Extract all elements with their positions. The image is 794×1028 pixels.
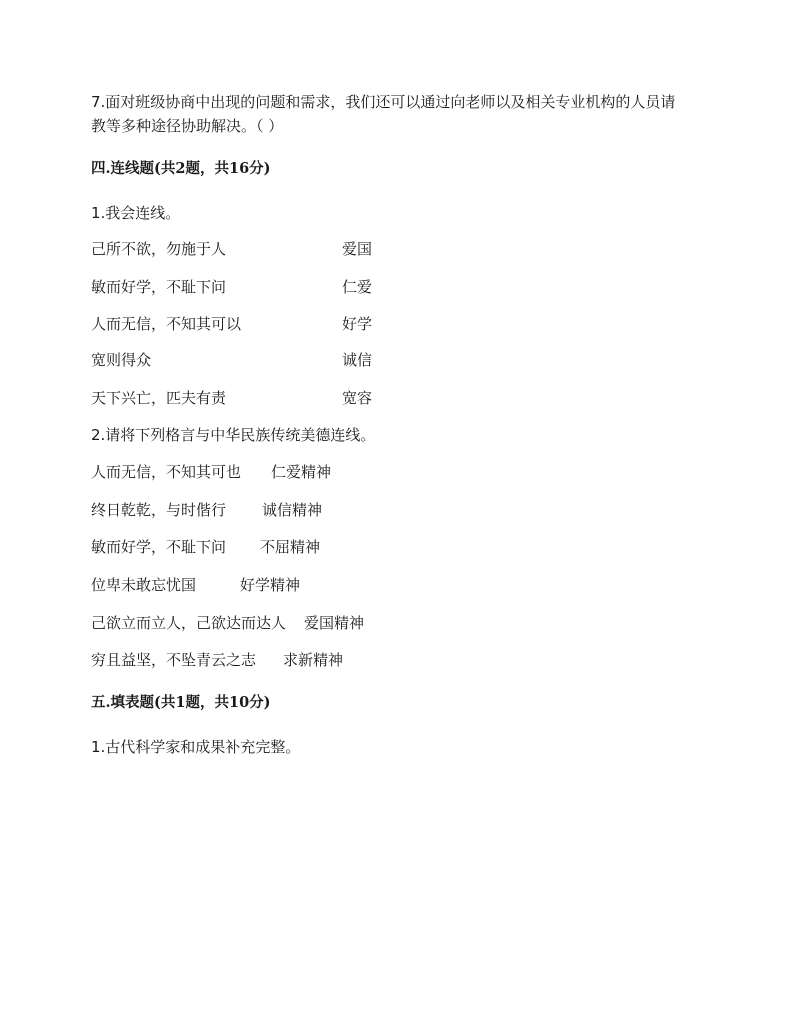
matching-q2-right-5: 爱国精神 [304, 614, 365, 632]
matching-q1-right-2: 仁爱 [342, 278, 373, 296]
matching-q2-left-2: 终日乾乾，与时偕行 [91, 501, 227, 519]
matching-q2-right-4: 好学精神 [240, 576, 301, 594]
matching-q1-left-3: 人而无信，不知其可以 [91, 315, 242, 333]
matching-q1-left-2: 敏而好学，不耻下问 [91, 278, 227, 296]
matching-q2-left-6: 穷且益坚，不坠青云之志 [91, 651, 257, 669]
matching-q2-left-1: 人而无信，不知其可也 [91, 463, 242, 481]
matching-q2-left-4: 位卑未敢忘忧国 [91, 576, 197, 594]
matching-q2-left-3: 敏而好学，不耻下问 [91, 538, 227, 556]
fill-table-q1-title: 1.古代科学家和成果补充完整。 [91, 738, 301, 756]
matching-q2-right-1: 仁爱精神 [271, 463, 332, 481]
section-4-heading: 四.连线题(共2题，共16分) [91, 160, 271, 177]
question-7-line-2: 教等多种途径协助解决。（ ） [91, 117, 284, 135]
matching-q1-right-5: 宽容 [342, 389, 373, 407]
matching-q1-right-3: 好学 [342, 315, 373, 333]
matching-q1-title: 1.我会连线。 [91, 204, 181, 222]
matching-q1-right-1: 爱国 [342, 240, 373, 258]
section-5-heading: 五.填表题(共1题，共10分) [91, 694, 271, 711]
matching-q1-left-5: 天下兴亡，匹夫有责 [91, 389, 227, 407]
matching-q1-right-4: 诚信 [342, 351, 373, 369]
matching-q2-left-5: 己欲立而立人，己欲达而达人 [91, 614, 287, 632]
matching-q2-right-2: 诚信精神 [262, 501, 323, 519]
matching-q1-left-1: 己所不欲，勿施于人 [91, 240, 227, 258]
matching-q1-left-4: 宽则得众 [91, 351, 152, 369]
matching-q2-right-6: 求新精神 [283, 651, 344, 669]
question-7-line-1: 7.面对班级协商中出现的问题和需求，我们还可以通过向老师以及相关专业机构的人员请 [91, 93, 676, 111]
matching-q2-title: 2.请将下列格言与中华民族传统美德连线。 [91, 426, 376, 444]
matching-q2-right-3: 不屈精神 [260, 538, 321, 556]
